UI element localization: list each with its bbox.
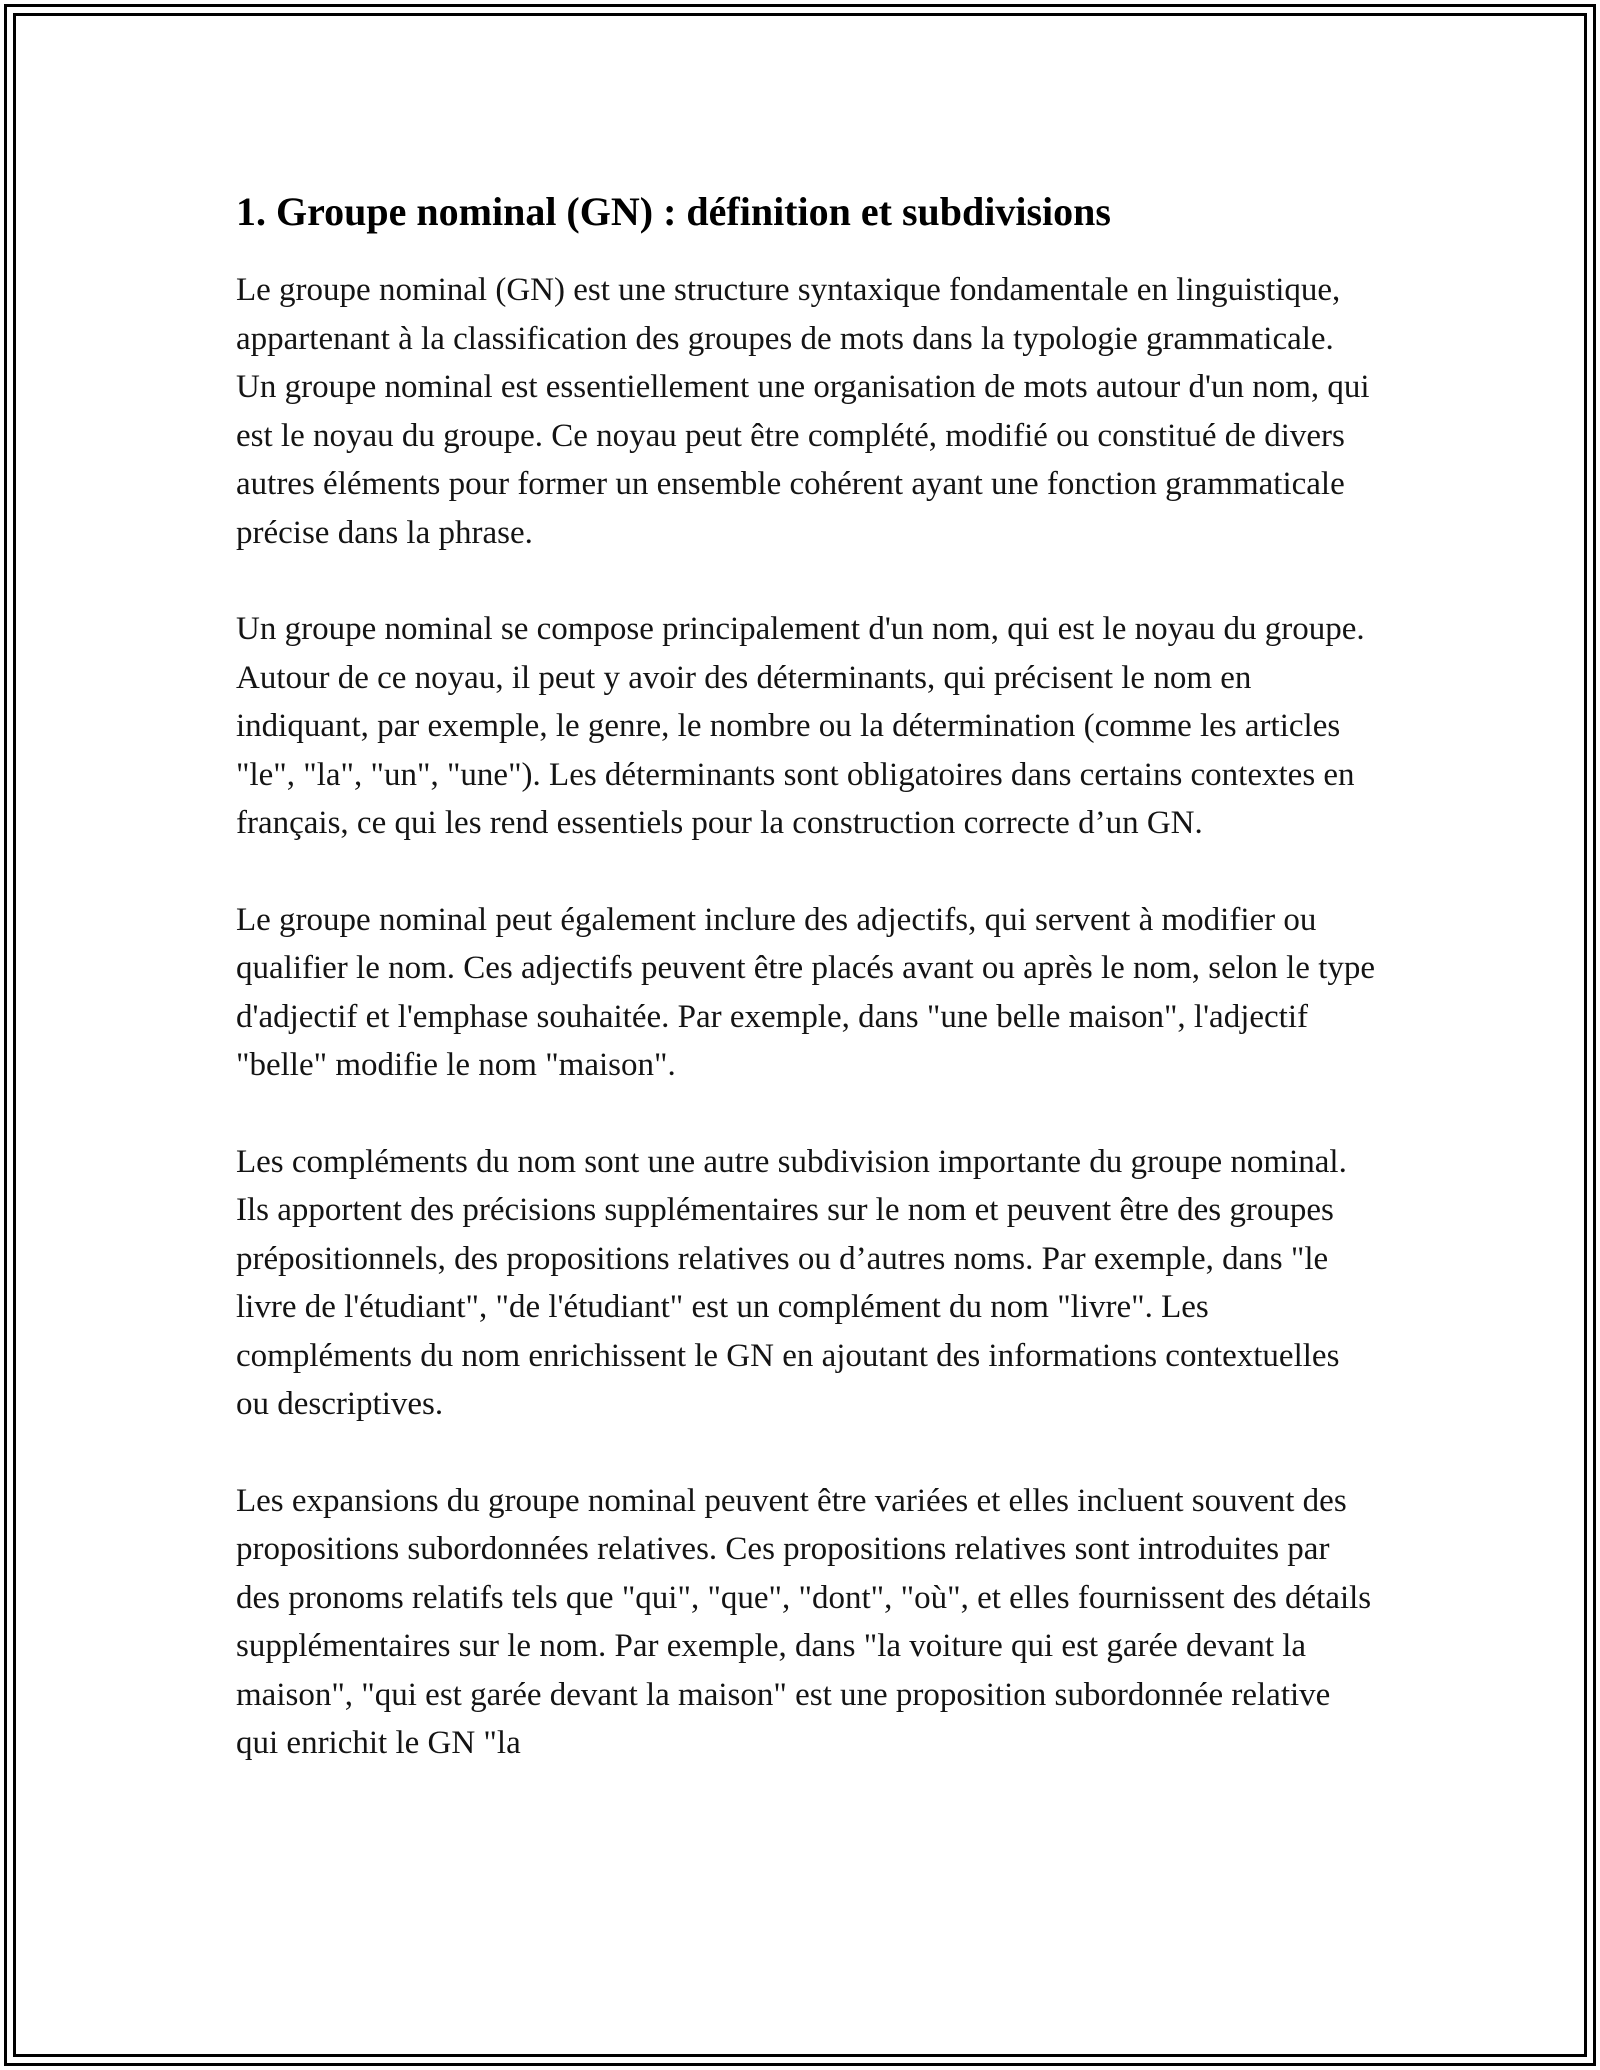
- paragraph-definition: Le groupe nominal (GN) est une structure syntaxique fondamentale en linguistique, appartenant à la classification des groupes de mots dans la typologie grammaticale. Un groupe nominal est essentiellement une organisation de mots autour d'un nom, qui est le noyau du groupe. Ce noyau peut être complété, modifié ou constitué de divers autres éléments pour former un ensemble cohérent ayant une fonction grammaticale précise dans la phrase.: [236, 272, 1370, 551]
- paragraph-adjectives: Le groupe nominal peut également inclure des adjectifs, qui servent à modifier ou qualifier le nom. Ces adjectifs peuvent être placés avant ou après le nom, selon le type d'adjectif et l'emphase souhaitée. Par exemple, dans "une belle maison", l'adjectif "belle" modifie le nom "maison".: [236, 901, 1376, 1083]
- paragraph-relative-clauses: Les expansions du groupe nominal peuvent être variées et elles incluent souvent des propositions subordonnées relatives. Ces propositions relatives sont introduites par des pronoms relatifs tels que "qui", "que", "dont", "où", et elles fournissent des détails supplémentaires sur le nom. Par exemple, dans "la voiture qui est garée devant la maison", "qui est garée devant la maison" est une proposition subordonnée relative qui enrichit le GN "la: [236, 1482, 1372, 1761]
- document-body: [236, 184, 1376, 1816]
- section-heading: 1. Groupe nominal (GN) : définition et subdivisions: [236, 189, 1111, 234]
- paragraph-noun-complements: Les compléments du nom sont une autre subdivision importante du groupe nominal. Ils apportent des précisions supplémentaires sur le nom et peuvent être des groupes prépositionnels, des propositions relatives ou d’autres noms. Par exemple, dans "le livre de l'étudiant", "de l'étudiant" est un complément du nom "livre". Les compléments du nom enrichissent le GN en ajoutant des informations contextuelles ou descriptives.: [236, 1143, 1347, 1422]
- paragraph-determinants: Un groupe nominal se compose principalement d'un nom, qui est le noyau du groupe. Autour de ce noyau, il peut y avoir des déterminants, qui précisent le nom en indiquant, par exemple, le genre, le nombre ou la détermination (comme les articles "le", "la", "un", "une"). Les déterminants sont obligatoires dans certains contextes en français, ce qui les rend essentiels pour la construction correcte d’un GN.: [236, 611, 1365, 841]
